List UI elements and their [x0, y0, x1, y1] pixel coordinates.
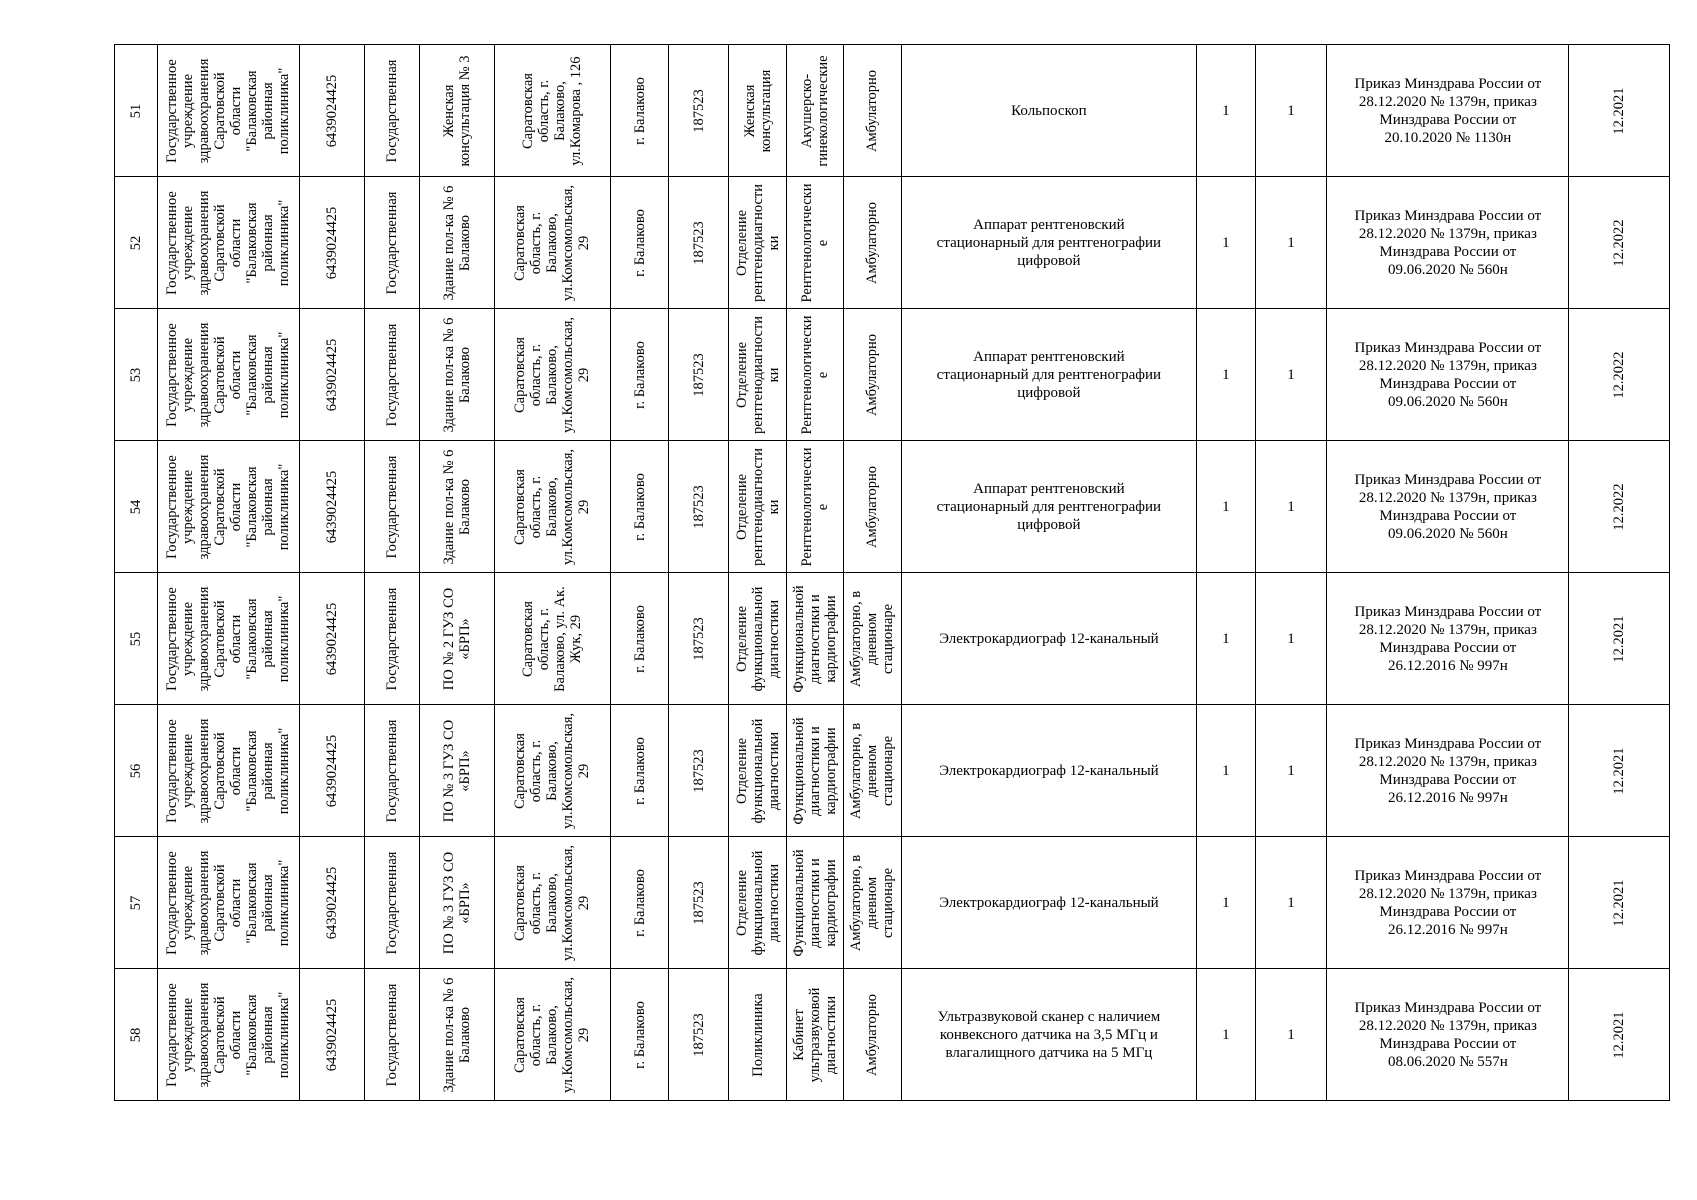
equipment-text: Электрокардиограф 12-канальный	[939, 762, 1159, 779]
organization-text: Государственное учреждение здравоохранения Саратовской области "Балаковская районная поликлиника"	[164, 454, 293, 559]
inn-cell	[299, 441, 365, 573]
subdivision-text: ПО № 3 ГУЗ СО «БРП»	[440, 851, 473, 954]
code-cell	[668, 177, 729, 309]
table-row	[115, 441, 1670, 573]
department-cell	[729, 705, 786, 837]
code-text: 187523	[690, 748, 707, 793]
date-cell	[1569, 309, 1670, 441]
inn-cell	[299, 969, 365, 1101]
code-cell	[668, 705, 729, 837]
order-text: Приказ Минздрава России от 28.12.2020 № 1379н, приказ Минздрава России от 09.06.2020 № 560н	[1354, 471, 1542, 542]
inn-cell	[299, 309, 365, 441]
department-cell	[729, 573, 786, 705]
department-text: Поликлиника	[749, 992, 766, 1077]
profile-text: Рентгенологические	[799, 315, 832, 434]
inn-cell	[299, 573, 365, 705]
subdivision-text: Здание пол-ка № 6 Балаково	[440, 185, 473, 300]
organization-text: Государственное учреждение здравоохранения Саратовской области "Балаковская районная поликлиника"	[164, 718, 293, 823]
table-row	[115, 45, 1670, 177]
qty-planned-cell	[1255, 45, 1327, 177]
qty-planned-cell	[1255, 441, 1327, 573]
organization-cell	[158, 837, 300, 969]
equipment-cell	[901, 441, 1196, 573]
date-cell	[1569, 177, 1670, 309]
qty-planned-cell	[1255, 573, 1327, 705]
equipment-text: Ультразвуковой сканер с наличием конвексного датчика на 3,5 МГц и влагалищного датчика на 5 МГц	[937, 1008, 1161, 1061]
address-cell	[494, 969, 611, 1101]
code-text: 187523	[690, 1012, 707, 1057]
care-type-text: Амбулаторно	[864, 69, 881, 152]
city-text: г. Балаково	[631, 1000, 648, 1069]
organization-cell	[158, 309, 300, 441]
city-text: г. Балаково	[631, 340, 648, 409]
row-number-cell	[115, 45, 158, 177]
inn-text: 6439024425	[323, 206, 340, 279]
city-text: г. Балаково	[631, 736, 648, 805]
code-text: 187523	[690, 880, 707, 925]
order-text: Приказ Минздрава России от 28.12.2020 № 1379н, приказ Минздрава России от 26.12.2016 № 997н	[1354, 735, 1542, 806]
row-number-cell	[115, 573, 158, 705]
qty-required-cell	[1197, 45, 1255, 177]
code-cell	[668, 441, 729, 573]
department-text: Отделение рентгенодиагностики	[733, 183, 782, 302]
care-type-cell	[844, 45, 901, 177]
inn-cell	[299, 177, 365, 309]
organization-cell	[158, 177, 300, 309]
qty-planned-text: 1	[1287, 234, 1295, 251]
row-number-cell	[115, 837, 158, 969]
ownership-cell	[365, 837, 419, 969]
care-type-text: Амбулаторно	[864, 201, 881, 284]
date-text: 12.2021	[1611, 878, 1628, 927]
organization-text: Государственное учреждение здравоохранения Саратовской области "Балаковская районная поликлиника"	[164, 58, 293, 163]
address-text: Саратовская область, г. Балаково, ул.Комарова , 126	[520, 55, 585, 166]
order-cell	[1327, 441, 1569, 573]
table-body	[115, 45, 1670, 1101]
qty-planned-cell	[1255, 969, 1327, 1101]
profile-cell	[786, 969, 843, 1101]
row-number-text: 51	[128, 103, 145, 118]
equipment-text: Аппарат рентгеновский стационарный для рентгенографии цифровой	[936, 216, 1162, 269]
qty-required-text: 1	[1222, 630, 1230, 647]
date-cell	[1569, 969, 1670, 1101]
profile-text: Рентгенологические	[799, 447, 832, 566]
city-cell	[611, 837, 668, 969]
address-text: Саратовская область, г. Балаково, ул.Комсомольская, 29	[512, 976, 593, 1093]
date-text: 12.2021	[1611, 746, 1628, 795]
row-number-text: 53	[128, 367, 145, 382]
profile-text: Функциональной диагностики и кардиографии	[791, 848, 840, 957]
subdivision-cell	[419, 705, 494, 837]
profile-cell	[786, 573, 843, 705]
code-cell	[668, 45, 729, 177]
qty-required-text: 1	[1222, 894, 1230, 911]
city-cell	[611, 573, 668, 705]
row-number-text: 52	[128, 235, 145, 250]
ownership-cell	[365, 969, 419, 1101]
code-text: 187523	[690, 88, 707, 133]
profile-cell	[786, 45, 843, 177]
inn-text: 6439024425	[323, 338, 340, 411]
row-number-cell	[115, 969, 158, 1101]
inn-text: 6439024425	[323, 734, 340, 807]
address-cell	[494, 441, 611, 573]
qty-planned-text: 1	[1287, 762, 1295, 779]
code-cell	[668, 837, 729, 969]
ownership-text: Государственная	[383, 983, 400, 1086]
address-text: Саратовская область, г. Балаково, ул.Комсомольская, 29	[512, 316, 593, 433]
profile-cell	[786, 837, 843, 969]
department-text: Отделение рентгенодиагностики	[733, 315, 782, 434]
city-cell	[611, 441, 668, 573]
qty-required-text: 1	[1222, 102, 1230, 119]
care-type-text: Амбулаторно	[864, 333, 881, 416]
care-type-text: Амбулаторно	[864, 465, 881, 548]
qty-planned-cell	[1255, 837, 1327, 969]
profile-cell	[786, 705, 843, 837]
organization-cell	[158, 969, 300, 1101]
date-cell	[1569, 45, 1670, 177]
department-cell	[729, 837, 786, 969]
order-text: Приказ Минздрава России от 28.12.2020 № 1379н, приказ Минздрава России от 26.12.2016 № 997н	[1354, 603, 1542, 674]
organization-cell	[158, 573, 300, 705]
qty-required-cell	[1197, 177, 1255, 309]
equipment-text: Аппарат рентгеновский стационарный для рентгенографии цифровой	[936, 348, 1162, 401]
organization-text: Государственное учреждение здравоохранения Саратовской области "Балаковская районная поликлиника"	[164, 322, 293, 427]
row-number-cell	[115, 705, 158, 837]
order-cell	[1327, 705, 1569, 837]
address-cell	[494, 45, 611, 177]
organization-text: Государственное учреждение здравоохранения Саратовской области "Балаковская районная поликлиника"	[164, 190, 293, 295]
inn-text: 6439024425	[323, 470, 340, 543]
care-type-text: Амбулаторно	[864, 993, 881, 1076]
date-text: 12.2022	[1611, 218, 1628, 267]
ownership-text: Государственная	[383, 587, 400, 690]
date-text: 12.2022	[1611, 482, 1628, 531]
qty-planned-cell	[1255, 309, 1327, 441]
address-cell	[494, 837, 611, 969]
qty-planned-text: 1	[1287, 366, 1295, 383]
address-text: Саратовская область, г. Балаково, ул.Комсомольская, 29	[512, 184, 593, 301]
subdivision-text: Здание пол-ка № 6 Балаково	[440, 449, 473, 564]
ownership-text: Государственная	[383, 719, 400, 822]
equipment-cell	[901, 45, 1196, 177]
order-text: Приказ Минздрава России от 28.12.2020 № 1379н, приказ Минздрава России от 09.06.2020 № 560н	[1354, 207, 1542, 278]
address-text: Саратовская область, г. Балаково, ул.Комсомольская, 29	[512, 712, 593, 829]
code-text: 187523	[690, 484, 707, 529]
qty-required-cell	[1197, 969, 1255, 1101]
care-type-cell	[844, 705, 901, 837]
qty-required-cell	[1197, 309, 1255, 441]
inn-text: 6439024425	[323, 998, 340, 1071]
equipment-text: Электрокардиограф 12-канальный	[939, 894, 1159, 911]
address-cell	[494, 309, 611, 441]
subdivision-cell	[419, 309, 494, 441]
equipment-table	[114, 44, 1670, 1101]
ownership-text: Государственная	[383, 59, 400, 162]
row-number-text: 57	[128, 895, 145, 910]
care-type-text: Амбулаторно, в дневном стационаре	[848, 854, 897, 951]
organization-cell	[158, 45, 300, 177]
table-row	[115, 177, 1670, 309]
date-text: 12.2021	[1611, 614, 1628, 663]
code-text: 187523	[690, 220, 707, 265]
department-text: Женская консультация	[741, 69, 774, 152]
qty-planned-cell	[1255, 705, 1327, 837]
row-number-cell	[115, 177, 158, 309]
address-text: Саратовская область, г. Балаково, ул.Комсомольская, 29	[512, 448, 593, 565]
subdivision-cell	[419, 969, 494, 1101]
profile-cell	[786, 441, 843, 573]
department-cell	[729, 177, 786, 309]
city-cell	[611, 45, 668, 177]
date-text: 12.2022	[1611, 350, 1628, 399]
department-cell	[729, 969, 786, 1101]
city-cell	[611, 705, 668, 837]
order-text: Приказ Минздрава России от 28.12.2020 № 1379н, приказ Минздрава России от 20.10.2020 № 1130н	[1354, 75, 1542, 146]
qty-required-text: 1	[1222, 234, 1230, 251]
equipment-cell	[901, 837, 1196, 969]
inn-text: 6439024425	[323, 866, 340, 939]
qty-required-text: 1	[1222, 366, 1230, 383]
care-type-cell	[844, 837, 901, 969]
address-text: Саратовская область, г. Балаково, ул.Комсомольская, 29	[512, 844, 593, 961]
department-cell	[729, 45, 786, 177]
inn-text: 6439024425	[323, 74, 340, 147]
department-text: Отделение функциональной диагностики	[733, 850, 782, 955]
qty-required-cell	[1197, 837, 1255, 969]
ownership-cell	[365, 45, 419, 177]
qty-required-text: 1	[1222, 1026, 1230, 1043]
order-text: Приказ Минздрава России от 28.12.2020 № 1379н, приказ Минздрава России от 09.06.2020 № 560н	[1354, 339, 1542, 410]
address-cell	[494, 177, 611, 309]
inn-cell	[299, 45, 365, 177]
order-cell	[1327, 177, 1569, 309]
equipment-cell	[901, 573, 1196, 705]
care-type-text: Амбулаторно, в дневном стационаре	[848, 590, 897, 687]
qty-required-text: 1	[1222, 498, 1230, 515]
qty-planned-text: 1	[1287, 102, 1295, 119]
equipment-text: Аппарат рентгеновский стационарный для рентгенографии цифровой	[936, 480, 1162, 533]
ownership-cell	[365, 705, 419, 837]
order-cell	[1327, 837, 1569, 969]
qty-planned-text: 1	[1287, 630, 1295, 647]
subdivision-text: Здание пол-ка № 6 Балаково	[440, 317, 473, 432]
address-cell	[494, 573, 611, 705]
address-cell	[494, 705, 611, 837]
table-row	[115, 969, 1670, 1101]
qty-planned-text: 1	[1287, 894, 1295, 911]
qty-planned-cell	[1255, 177, 1327, 309]
date-cell	[1569, 705, 1670, 837]
subdivision-cell	[419, 837, 494, 969]
qty-planned-text: 1	[1287, 498, 1295, 515]
subdivision-cell	[419, 45, 494, 177]
subdivision-cell	[419, 441, 494, 573]
inn-text: 6439024425	[323, 602, 340, 675]
table-row	[115, 705, 1670, 837]
city-text: г. Балаково	[631, 868, 648, 937]
date-cell	[1569, 573, 1670, 705]
date-cell	[1569, 837, 1670, 969]
table-row	[115, 837, 1670, 969]
care-type-text: Амбулаторно, в дневном стационаре	[848, 722, 897, 819]
care-type-cell	[844, 441, 901, 573]
qty-required-cell	[1197, 441, 1255, 573]
organization-text: Государственное учреждение здравоохранения Саратовской области "Балаковская районная поликлиника"	[164, 586, 293, 691]
city-cell	[611, 177, 668, 309]
city-cell	[611, 309, 668, 441]
ownership-text: Государственная	[383, 323, 400, 426]
city-text: г. Балаково	[631, 472, 648, 541]
order-cell	[1327, 45, 1569, 177]
subdivision-cell	[419, 573, 494, 705]
ownership-text: Государственная	[383, 455, 400, 558]
profile-text: Функциональной диагностики и кардиографии	[791, 716, 840, 825]
care-type-cell	[844, 969, 901, 1101]
organization-text: Государственное учреждение здравоохранения Саратовской области "Балаковская районная поликлиника"	[164, 850, 293, 955]
code-text: 187523	[690, 616, 707, 661]
ownership-cell	[365, 441, 419, 573]
order-text: Приказ Минздрава России от 28.12.2020 № 1379н, приказ Минздрава России от 08.06.2020 № 557н	[1354, 999, 1542, 1070]
profile-cell	[786, 177, 843, 309]
order-text: Приказ Минздрава России от 28.12.2020 № 1379н, приказ Минздрава России от 26.12.2016 № 997н	[1354, 867, 1542, 938]
ownership-text: Государственная	[383, 191, 400, 294]
profile-text: Акушерско-гинекологические	[799, 54, 832, 167]
profile-cell	[786, 309, 843, 441]
organization-cell	[158, 705, 300, 837]
inn-cell	[299, 837, 365, 969]
profile-text: Рентгенологические	[799, 183, 832, 302]
row-number-text: 54	[128, 499, 145, 514]
subdivision-text: Здание пол-ка № 6 Балаково	[440, 977, 473, 1092]
profile-text: Функциональной диагностики и кардиографии	[791, 584, 840, 693]
care-type-cell	[844, 309, 901, 441]
date-text: 12.2021	[1611, 1010, 1628, 1059]
order-cell	[1327, 309, 1569, 441]
department-cell	[729, 309, 786, 441]
table-row	[115, 309, 1670, 441]
care-type-cell	[844, 177, 901, 309]
subdivision-text: ПО № 3 ГУЗ СО «БРП»	[440, 719, 473, 822]
qty-planned-text: 1	[1287, 1026, 1295, 1043]
profile-text: Кабинет ультразвуковой диагностики	[791, 987, 840, 1082]
table-row	[115, 573, 1670, 705]
qty-required-cell	[1197, 573, 1255, 705]
department-text: Отделение рентгенодиагностики	[733, 447, 782, 566]
inn-cell	[299, 705, 365, 837]
code-cell	[668, 573, 729, 705]
city-text: г. Балаково	[631, 604, 648, 673]
equipment-cell	[901, 177, 1196, 309]
subdivision-text: Женская консультация № 3	[440, 55, 473, 166]
address-text: Саратовская область, г. Балаково, ул. Ак. Жук, 29	[520, 585, 585, 692]
row-number-text: 58	[128, 1027, 145, 1042]
equipment-cell	[901, 705, 1196, 837]
equipment-text: Электрокардиограф 12-канальный	[939, 630, 1159, 647]
equipment-register-sheet	[114, 44, 1670, 1093]
organization-text: Государственное учреждение здравоохранения Саратовской области "Балаковская районная поликлиника"	[164, 982, 293, 1087]
row-number-text: 56	[128, 763, 145, 778]
ownership-cell	[365, 309, 419, 441]
qty-required-cell	[1197, 705, 1255, 837]
equipment-cell	[901, 969, 1196, 1101]
date-cell	[1569, 441, 1670, 573]
code-cell	[668, 969, 729, 1101]
department-text: Отделение функциональной диагностики	[733, 586, 782, 691]
subdivision-cell	[419, 177, 494, 309]
city-text: г. Балаково	[631, 76, 648, 145]
ownership-cell	[365, 573, 419, 705]
equipment-cell	[901, 309, 1196, 441]
date-text: 12.2021	[1611, 86, 1628, 135]
order-cell	[1327, 573, 1569, 705]
row-number-cell	[115, 441, 158, 573]
care-type-cell	[844, 573, 901, 705]
equipment-text: Кольпоскоп	[1011, 102, 1087, 119]
organization-cell	[158, 441, 300, 573]
row-number-cell	[115, 309, 158, 441]
ownership-cell	[365, 177, 419, 309]
ownership-text: Государственная	[383, 851, 400, 954]
row-number-text: 55	[128, 631, 145, 646]
city-text: г. Балаково	[631, 208, 648, 277]
qty-required-text: 1	[1222, 762, 1230, 779]
order-cell	[1327, 969, 1569, 1101]
subdivision-text: ПО № 2 ГУЗ СО «БРП»	[440, 587, 473, 690]
department-cell	[729, 441, 786, 573]
code-text: 187523	[690, 352, 707, 397]
department-text: Отделение функциональной диагностики	[733, 718, 782, 823]
city-cell	[611, 969, 668, 1101]
code-cell	[668, 309, 729, 441]
